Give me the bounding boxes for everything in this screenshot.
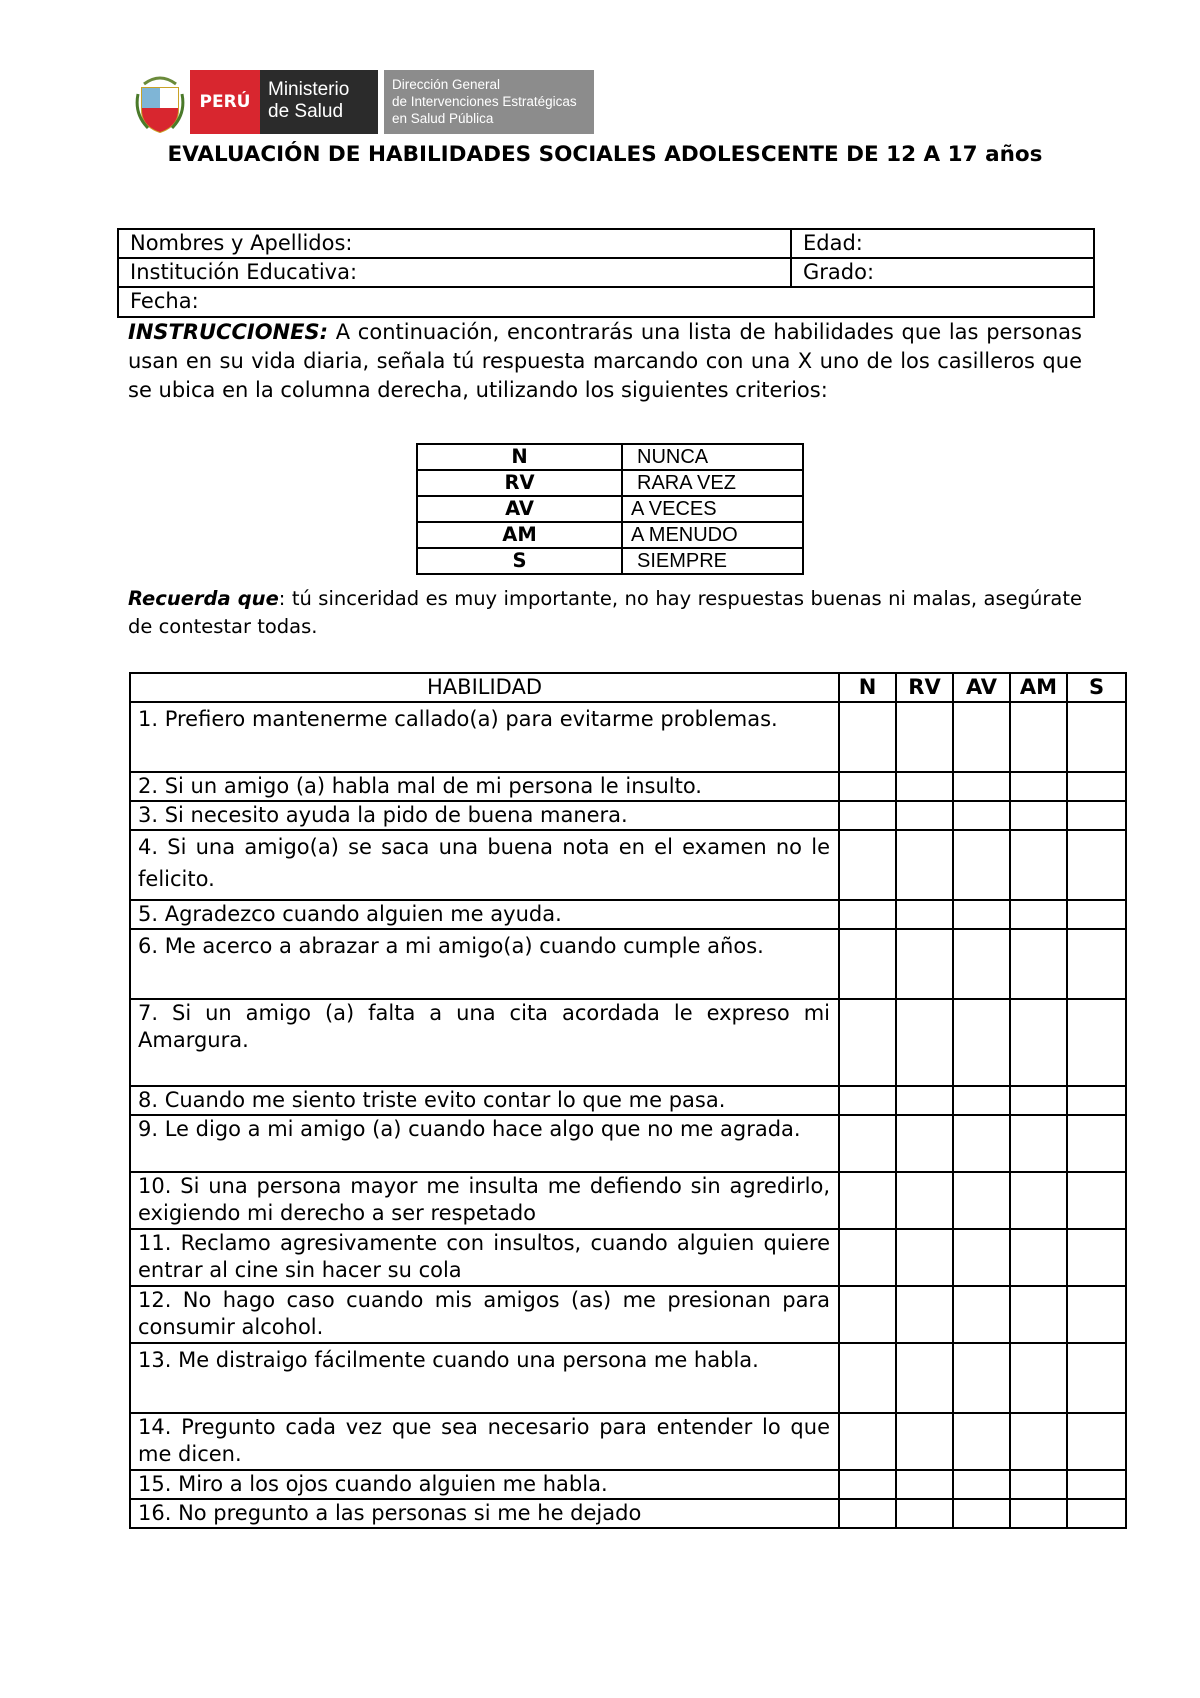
answer-box-rv[interactable] (896, 1172, 953, 1229)
answer-box-am[interactable] (1010, 1286, 1067, 1343)
answer-box-s[interactable] (1067, 1413, 1126, 1470)
answer-box-n[interactable] (839, 830, 896, 900)
age-field[interactable]: Edad: (803, 231, 863, 255)
answer-box-n[interactable] (839, 1229, 896, 1286)
table-row (130, 900, 1126, 929)
answer-box-am[interactable] (1010, 1413, 1067, 1470)
table-row (130, 702, 1126, 772)
table-row (130, 801, 1126, 830)
answer-box-n[interactable] (839, 772, 896, 801)
institution-field[interactable]: Institución Educativa: (130, 260, 358, 284)
reminder-label: Recuerda que (128, 587, 279, 610)
answer-box-av[interactable] (953, 1172, 1010, 1229)
answer-box-am[interactable] (1010, 999, 1067, 1086)
answer-box-am[interactable] (1010, 900, 1067, 929)
answer-box-rv[interactable] (896, 702, 953, 772)
answer-box-s[interactable] (1067, 772, 1126, 801)
table-row (130, 772, 1126, 801)
legend-code: RV (417, 470, 622, 496)
answer-box-rv[interactable] (896, 830, 953, 900)
answer-box-s[interactable] (1067, 1499, 1126, 1528)
peru-logo: PERÚ (190, 70, 260, 134)
header-logos (134, 70, 594, 134)
option-header-s: S (1067, 673, 1126, 702)
answer-box-av[interactable] (953, 1286, 1010, 1343)
answer-box-am[interactable] (1010, 1086, 1067, 1115)
answer-box-n[interactable] (839, 1086, 896, 1115)
answer-box-am[interactable] (1010, 801, 1067, 830)
answer-box-am[interactable] (1010, 1499, 1067, 1528)
skill-text: 15. Miro a los ojos cuando alguien me habla. (130, 1470, 839, 1499)
answer-box-am[interactable] (1010, 1470, 1067, 1499)
answer-box-am[interactable] (1010, 929, 1067, 999)
date-row (119, 288, 1093, 317)
instructions-paragraph (128, 318, 1082, 405)
student-data-table (117, 228, 1095, 318)
answer-box-n[interactable] (839, 1499, 896, 1528)
answer-box-s[interactable] (1067, 999, 1126, 1086)
option-header-am: AM (1010, 673, 1067, 702)
skill-text: 9. Le digo a mi amigo (a) cuando hace algo que no me agrada. (130, 1115, 839, 1172)
legend-row (417, 548, 803, 574)
table-row (130, 929, 1126, 999)
answer-box-rv[interactable] (896, 1115, 953, 1172)
answer-box-am[interactable] (1010, 702, 1067, 772)
answer-box-am[interactable] (1010, 1172, 1067, 1229)
answer-box-s[interactable] (1067, 1172, 1126, 1229)
answer-box-av[interactable] (953, 801, 1010, 830)
skill-text: 3. Si necesito ayuda la pido de buena manera. (130, 801, 839, 830)
answer-box-rv[interactable] (896, 1470, 953, 1499)
table-row (130, 1172, 1126, 1229)
answer-box-n[interactable] (839, 900, 896, 929)
answer-box-s[interactable] (1067, 702, 1126, 772)
legend-code: AV (417, 496, 622, 522)
answer-box-rv[interactable] (896, 1499, 953, 1528)
skill-text: 10. Si una persona mayor me insulta me defiendo sin agredirlo, exigiendo mi derecho a ser respetado (130, 1172, 839, 1229)
answer-box-rv[interactable] (896, 1286, 953, 1343)
legend-code: S (417, 548, 622, 574)
answer-box-rv[interactable] (896, 1229, 953, 1286)
legend-meaning: A VECES (622, 496, 803, 522)
table-row (130, 1470, 1126, 1499)
answer-box-av[interactable] (953, 702, 1010, 772)
criteria-legend-table (416, 443, 804, 575)
answer-box-s[interactable] (1067, 929, 1126, 999)
answer-box-s[interactable] (1067, 1470, 1126, 1499)
directorate-logo: Dirección General de Intervenciones Estratégicas en Salud Pública (384, 70, 594, 134)
answer-box-s[interactable] (1067, 801, 1126, 830)
skill-text: 2. Si un amigo (a) habla mal de mi persona le insulto. (130, 772, 839, 801)
reminder-text: : tú sinceridad es muy importante, no hay respuestas buenas ni malas, asegúrate de contestar todas. (128, 587, 1082, 638)
answer-box-rv[interactable] (896, 801, 953, 830)
answer-box-n[interactable] (839, 801, 896, 830)
answer-box-n[interactable] (839, 1172, 896, 1229)
answer-box-n[interactable] (839, 702, 896, 772)
answer-box-n[interactable] (839, 1343, 896, 1413)
skills-header-row (130, 673, 1126, 702)
answer-box-rv[interactable] (896, 999, 953, 1086)
answer-box-av[interactable] (953, 772, 1010, 801)
table-row (130, 1286, 1126, 1343)
answer-box-n[interactable] (839, 1413, 896, 1470)
skill-text: 1. Prefiero mantenerme callado(a) para evitarme problemas. (130, 702, 839, 772)
skill-text: 14. Pregunto cada vez que sea necesario para entender lo que me dicen. (130, 1413, 839, 1470)
answer-box-n[interactable] (839, 999, 896, 1086)
answer-box-rv[interactable] (896, 1086, 953, 1115)
answer-box-am[interactable] (1010, 1115, 1067, 1172)
legend-meaning: A MENUDO (622, 522, 803, 548)
coat-of-arms-icon (134, 70, 186, 134)
answer-box-s[interactable] (1067, 1115, 1126, 1172)
answer-box-n[interactable] (839, 1470, 896, 1499)
answer-box-av[interactable] (953, 1115, 1010, 1172)
skill-text: 8. Cuando me siento triste evito contar lo que me pasa. (130, 1086, 839, 1115)
ministry-logo: Ministerio de Salud (260, 70, 378, 134)
answer-box-s[interactable] (1067, 1086, 1126, 1115)
legend-meaning: RARA VEZ (622, 470, 803, 496)
table-row (130, 1229, 1126, 1286)
option-header-av: AV (953, 673, 1010, 702)
skill-text: 11. Reclamo agresivamente con insultos, cuando alguien quiere entrar al cine sin hacer su cola (130, 1229, 839, 1286)
skill-text: 4. Si una amigo(a) se saca una buena nota en el examen no le felicito. (130, 830, 839, 900)
legend-row (417, 470, 803, 496)
answer-box-av[interactable] (953, 1413, 1010, 1470)
answer-box-av[interactable] (953, 1229, 1010, 1286)
answer-box-s[interactable] (1067, 900, 1126, 929)
skills-table (129, 672, 1127, 1529)
answer-box-rv[interactable] (896, 1413, 953, 1470)
reminder-paragraph (128, 585, 1082, 641)
answer-box-rv[interactable] (896, 1343, 953, 1413)
name-field[interactable]: Nombres y Apellidos: (130, 231, 353, 255)
skill-column-header: HABILIDAD (130, 673, 839, 702)
answer-box-n[interactable] (839, 929, 896, 999)
answer-box-rv[interactable] (896, 929, 953, 999)
answer-box-n[interactable] (839, 1115, 896, 1172)
table-row (130, 1086, 1126, 1115)
skill-text: 12. No hago caso cuando mis amigos (as) me presionan para consumir alcohol. (130, 1286, 839, 1343)
answer-box-s[interactable] (1067, 1343, 1126, 1413)
instructions-label: INSTRUCCIONES: (128, 320, 328, 344)
answer-box-am[interactable] (1010, 830, 1067, 900)
answer-box-av[interactable] (953, 1470, 1010, 1499)
answer-box-s[interactable] (1067, 830, 1126, 900)
answer-box-av[interactable] (953, 1499, 1010, 1528)
legend-meaning: SIEMPRE (622, 548, 803, 574)
answer-box-av[interactable] (953, 1343, 1010, 1413)
table-row (130, 1343, 1126, 1413)
legend-row (417, 522, 803, 548)
skill-text: 7. Si un amigo (a) falta a una cita acordada le expreso mi Amargura. (130, 999, 839, 1086)
option-header-rv: RV (896, 673, 953, 702)
instructions-text: A continuación, encontrarás una lista de habilidades que las personas usan en su vida diaria, señala tú respuesta marcando con una X uno de los casilleros que se ubica en la columna derecha, utilizando los siguientes criterios: (128, 320, 1082, 402)
name-row (119, 230, 1093, 259)
institution-row (119, 259, 1093, 288)
table-row (130, 1115, 1126, 1172)
answer-box-am[interactable] (1010, 772, 1067, 801)
answer-box-rv[interactable] (896, 772, 953, 801)
option-header-n: N (839, 673, 896, 702)
answer-box-s[interactable] (1067, 1229, 1126, 1286)
legend-meaning: NUNCA (622, 444, 803, 470)
table-row (130, 830, 1126, 900)
legend-code: N (417, 444, 622, 470)
answer-box-am[interactable] (1010, 1229, 1067, 1286)
answer-box-av[interactable] (953, 929, 1010, 999)
table-row (130, 1499, 1126, 1528)
grade-field[interactable]: Grado: (803, 260, 875, 284)
skill-text: 5. Agradezco cuando alguien me ayuda. (130, 900, 839, 929)
answer-box-av[interactable] (953, 900, 1010, 929)
legend-row (417, 444, 803, 470)
answer-box-am[interactable] (1010, 1343, 1067, 1413)
skill-text: 6. Me acerco a abrazar a mi amigo(a) cuando cumple años. (130, 929, 839, 999)
skill-text: 16. No pregunto a las personas si me he dejado (130, 1499, 839, 1528)
answer-box-av[interactable] (953, 999, 1010, 1086)
answer-box-av[interactable] (953, 1086, 1010, 1115)
answer-box-rv[interactable] (896, 900, 953, 929)
legend-code: AM (417, 522, 622, 548)
answer-box-av[interactable] (953, 830, 1010, 900)
answer-box-n[interactable] (839, 1286, 896, 1343)
answer-box-s[interactable] (1067, 1286, 1126, 1343)
legend-row (417, 496, 803, 522)
table-row (130, 999, 1126, 1086)
page-title: EVALUACIÓN DE HABILIDADES SOCIALES ADOLESCENTE DE 12 A 17 años (167, 142, 1043, 167)
skill-text: 13. Me distraigo fácilmente cuando una persona me habla. (130, 1343, 839, 1413)
date-field[interactable]: Fecha: (130, 289, 199, 313)
table-row (130, 1413, 1126, 1470)
